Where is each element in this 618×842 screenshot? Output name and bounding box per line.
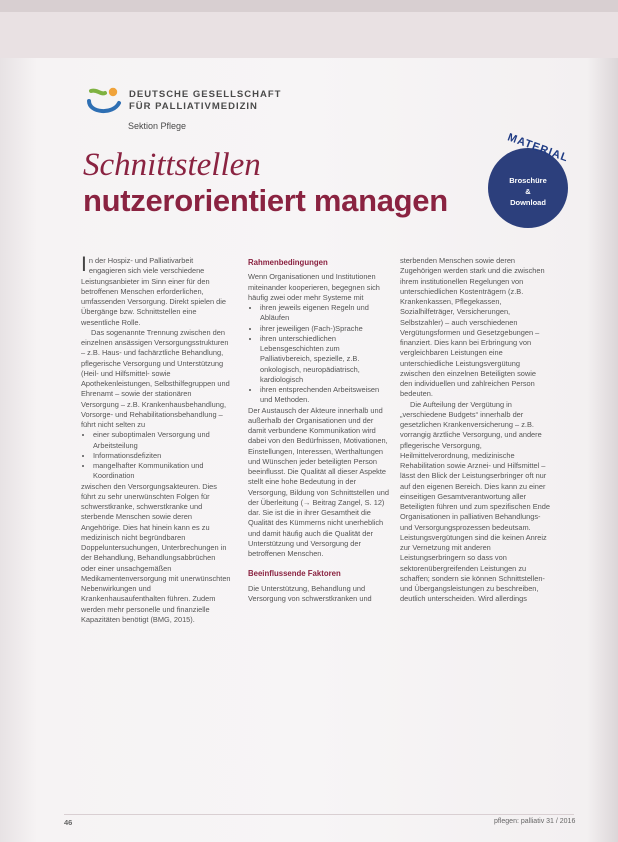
subhead-rahmenbedingungen: Rahmenbedingungen <box>248 258 328 267</box>
article-title-line-2: nutzerorientiert managen <box>83 183 448 218</box>
col1-paragraph-2: Das sogenannte Trennung zwischen den einzelnen ansässigen Versorgungsstrukturen – z.B. Haus- und fachärztliche Behandlung, pflegerische Versorgung und Unterstützung (Heil- und Hilfsmittel- sowie Apothekenleistungen, Selbsthilfegruppen und Ehrenamt – sowie der stationären Versorgung – z.B. Krankenhausbehandlung, Vorsorge- und Rehabilitationsbehandlung – führt nicht selten zu <box>81 327 230 429</box>
col1-paragraph-3: zwischen den Versorgungsakteuren. Dies führt zu sehr unerwünschten Folgen für schwerstkranke, schwerstkranke und sterbende Menschen sowie deren Angehörige. Dies hat hinein kann es zu medizinisch nicht begründbaren Doppeluntersuchungen, Unterbrechungen in der Behandlung, Behandlungsabbrüchen oder einer unsachgemäßen Medikamentenversorgung mit unerwünschten Nebenwirkungen und Krankenhausaufenthalten führen. Zudem werden mehr personelle und finanzielle Kapazitäten benötigt (BMG, 2015). <box>81 481 231 624</box>
col2-paragraph-1: Wenn Organisationen und Institutionen miteinander kooperieren, begegnen sich häufig zwei oder mehr Systeme mit <box>248 272 380 302</box>
badge-material-label: MATERIAL <box>505 131 571 165</box>
badge-line-2: & <box>525 187 531 196</box>
col2-paragraph-2: Der Austausch der Akteure innerhalb und außerhalb der Organisationen und der damit verbundene Kommunikation wird dabei von den Bedürfnissen, Motivationen, Einstellungen, Interessen, Werthaltungen und Wünschen jeder beteiligten Person beeinflusst. Die Qualität all dieser Aspekte stellt eine hohe Bedeutung in der Versorgung, Bildung von Schnittstellen und der Überleitung (→ Beitrag Zangel, S. 12) dar. Sie ist die in ihrer Gesamtheit die Qualität des Kümmerns nicht unerheblich und damit häufig auch die Qualität der Unterstützung und Versorgung der betroffenen Menschen. <box>248 405 389 558</box>
material-badge <box>488 131 571 228</box>
journal-footer: pflegen: palliativ 31 / 2016 <box>494 818 576 825</box>
list-item: • einer suboptimalen Versorgung und Arbeitsteilung <box>93 430 231 451</box>
list-item: • ihrer jeweiligen (Fach-)Sprache <box>260 324 390 334</box>
col3-paragraph-1: sterbenden Menschen sowie deren Zugehörigen werden stark und die zwischen ihrem institutionellen Regelungen von unterschiedlichen Kostenträgern (z.B. Krankenkassen, Pflegekassen, Sozialhilfeträger, Versicherungen, Selbstzahler) – auch verschiedenen Vergütungsformen und Gesetzgebungen – finanziert. Dies kann bei Erbringung von vergleichbaren Leistungen eine unterschiedliche Leistungsvergütung zwischen den einzelnen Beteiligten sowie den individuellen und zahlreichen Person bedeuten. <box>400 256 545 399</box>
col1-paragraph-1 <box>81 253 231 328</box>
org-name-line-1: DEUTSCHE GESELLSCHAFT <box>129 89 282 100</box>
footer-divider <box>64 814 574 815</box>
column-3 <box>400 256 550 605</box>
article-title-line-1: Schnittstellen <box>83 147 261 183</box>
badge-line-1: Broschüre <box>509 176 547 185</box>
drop-cap: I <box>81 253 87 276</box>
list-item: • ihren unterschiedlichen Lebensgeschichten zum Palliativbereich, spezielle, z.B. onkologisch, neuropädiatrisch, kardiologisch <box>260 334 390 385</box>
page-number: 46 <box>64 818 73 827</box>
list-item: • ihren entsprechenden Arbeitsweisen und Methoden. <box>260 385 390 406</box>
col1-bullet-list <box>81 430 231 481</box>
dgp-logo-icon <box>83 83 123 117</box>
col3-paragraph-2: Die Aufteilung der Vergütung in „verschiedene Budgets“ innerhalb der gesetzlichen Krankenversicherung – z.B. vorrangig ärztliche Versorgung, und andere pflegerische Versorgung, Heilmittelverordnung, medizinische Rehabilitation sowie Arznei- und Hilfsmittel – lässt den Blick der Leistungserbringer oft nur auf den eigenen Bereich. Dies kann zu einer einseitigen Gesamtverantwortung aller Beteiligten führen und zum spezifischen Ende Organisationen in palliativen Behandlungs- und Versorgungsprozessen bedeutsam. Leistungsvergütungen sind die keinen Anreiz zur Vernetzung mit anderen Leistungserbringern so dass von sektorenübergreifenden Leistungen zu schaffen; sondern sie können Schnittstellen- und Übergangsleistungen zu beschreiben, deutlich unterscheiden. Wird allerdings <box>400 399 550 604</box>
column-1 <box>81 253 231 625</box>
column-2 <box>248 256 390 604</box>
col2-bullet-list <box>248 303 390 406</box>
list-item: • mangelhafter Kommunikation und Koordination <box>93 461 231 482</box>
col1-p1-text: n der Hospiz- und Palliativarbeit engagieren sich viele verschiedene Leistungsanbieter im Sinn einer für den betroffenen Menschen erforderlichen, umfassenden Versorgung. Direkt spielen die Übergänge bzw. Schnittstellen eine wesentliche Rolle. <box>81 256 227 327</box>
org-name-line-2: FÜR PALLIATIVMEDIZIN <box>129 101 258 112</box>
col2-paragraph-3: Die Unterstützung, Behandlung und Versorgung von schwerstkranken und <box>248 583 372 603</box>
top-edge <box>0 0 618 12</box>
list-item: • ihren jeweils eigenen Regeln und Abläufen <box>260 303 390 324</box>
subhead-beeinflussende-faktoren: Beeinflussende Faktoren <box>248 569 341 579</box>
section-label: Sektion Pflege <box>128 121 187 131</box>
badge-line-3: Download <box>510 198 546 207</box>
list-item: • Informationsdefiziten <box>93 451 231 461</box>
